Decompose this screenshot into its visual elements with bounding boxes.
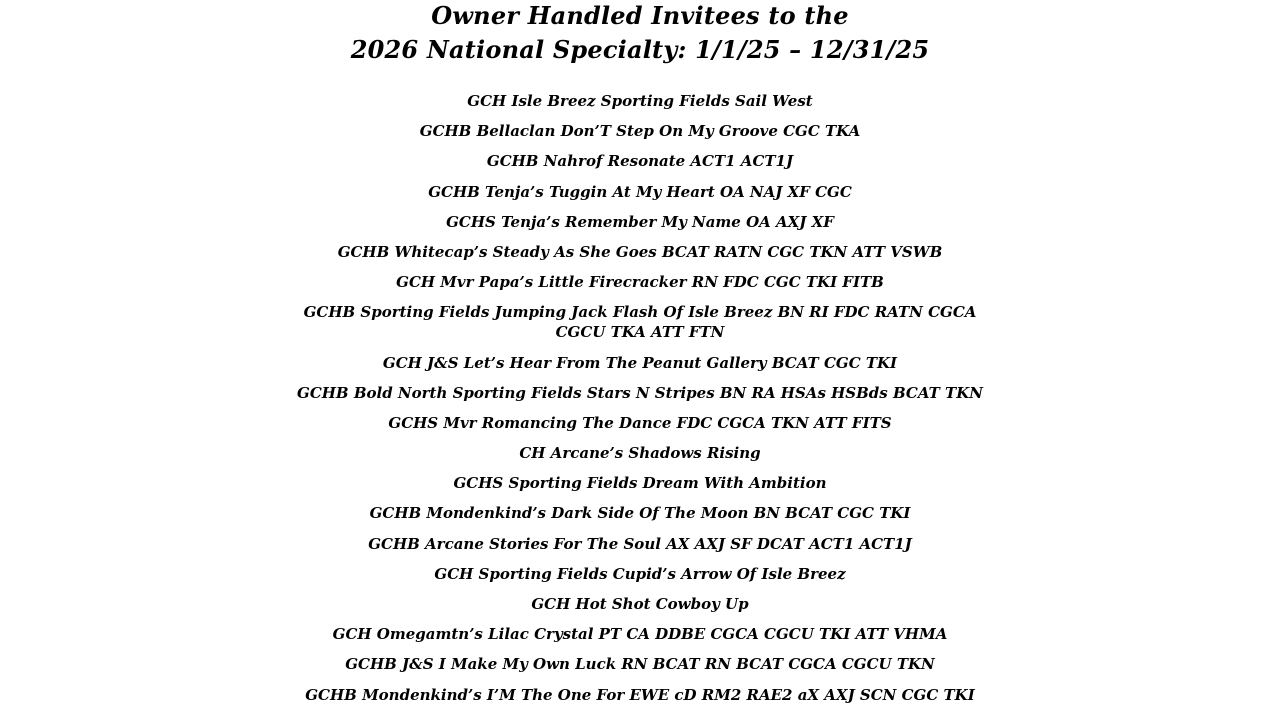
invitee-item: GCHB Whitecap’s Steady As She Goes BCAT RATN CGC TKN ATT VSWB — [337, 242, 943, 261]
invitee-item: GCHB Tenja’s Tuggin At My Heart OA NAJ XF CGC — [428, 182, 852, 201]
invitee-item: GCHB Mondenkind’s I’M The One For EWE cD RM2 RAE2 aX AXJ SCN CGC TKI — [305, 685, 975, 704]
invitee-item: GCH Hot Shot Cowboy Up — [531, 595, 749, 613]
invitee-item: GCHB Arcane Stories For The Soul AX AXJ SF DCAT ACT1 ACT1J — [368, 534, 912, 553]
invitee-item: GCHB J&S I Make My Own Luck RN BCAT RN BCAT CGCA CGCU TKN — [345, 655, 935, 674]
invitee-item: GCHS Sporting Fields Dream With Ambition — [453, 474, 827, 493]
invitee-item: CH Arcane’s Shadows Rising — [519, 444, 761, 463]
invitee-item: GCH J&S Let’s Hear From The Peanut Gallery BCAT CGC TKI — [382, 353, 898, 372]
invitee-list — [0, 91, 1280, 715]
page-title-line-1: Owner Handled Invitees to the — [431, 1, 849, 30]
invitee-item: GCH Sporting Fields Cupid’s Arrow Of Isle Breez — [434, 564, 846, 583]
page-title-line-2: 2026 National Specialty: 1/1/25 – 12/31/25 — [350, 35, 930, 64]
invitee-item: GCH Omegamtn’s Lilac Crystal PT CA DDBE CGCA CGCU TKI ATT VHMA — [332, 625, 948, 644]
invitee-item: GCHB Sporting Fields Jumping Jack Flash Of Isle Breez BN RI FDC RATN CGCA CGCU TKA ATT FTN — [303, 303, 977, 342]
invitee-item: GCHB Bold North Sporting Fields Stars N Stripes BN RA HSAs HSBds BCAT TKN — [297, 383, 983, 402]
invitee-item: GCHB Nahrof Resonate ACT1 ACT1J — [486, 152, 794, 171]
invitee-item: GCHB Bellaclan Don’T Step On My Groove CGC TKA — [419, 122, 861, 141]
invitee-item: GCHB Mondenkind’s Dark Side Of The Moon BN BCAT CGC TKI — [369, 504, 911, 523]
invitee-item: GCH Mvr Papa’s Little Firecracker RN FDC CGC TKI FITB — [396, 273, 884, 292]
invitee-item: GCHS Tenja’s Remember My Name OA AXJ XF — [446, 212, 834, 231]
invitee-item: GCH Isle Breez Sporting Fields Sail West — [467, 92, 813, 110]
invitee-item: GCHS Mvr Romancing The Dance FDC CGCA TKN ATT FITS — [388, 413, 892, 432]
